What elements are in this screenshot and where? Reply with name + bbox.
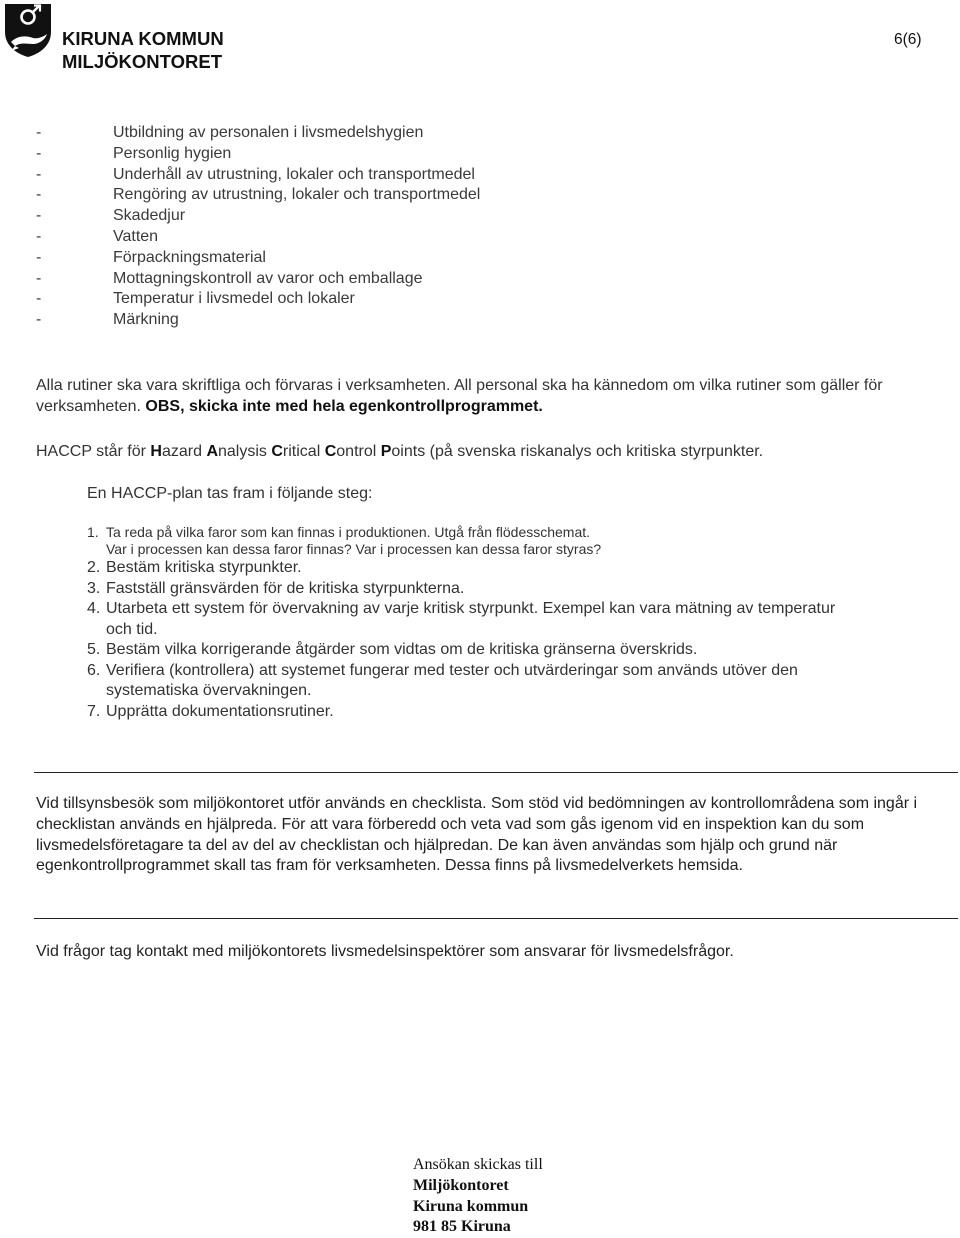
contact-paragraph: Vid frågor tag kontakt med miljökontorets livsmedelsinspektörer som ansvarar för livsmedelsfrågor.: [36, 943, 734, 960]
haccp-word-rest: nalysis: [218, 443, 272, 460]
list-dash: -: [36, 227, 42, 245]
list-item-label: Personlig hygien: [113, 144, 232, 162]
list-item: [36, 289, 480, 310]
list-item: [36, 269, 480, 290]
address-postal: 981 85 Kiruna: [413, 1218, 511, 1236]
organization-name: [62, 27, 224, 73]
step-6: [87, 661, 937, 682]
haccp-word-rest: ritical: [282, 443, 325, 460]
step-1: [87, 524, 937, 541]
haccp-initial: H: [150, 443, 162, 460]
routines-notice: OBS, skicka inte med hela egenkontrollprogrammet.: [145, 397, 543, 415]
list-dash: -: [36, 186, 42, 204]
haccp-initial: C: [324, 443, 337, 460]
routines-paragraph: [36, 376, 936, 417]
routines-text: Alla rutiner ska vara skriftliga och förvaras i verksamheten. All personal ska ha kännedom om vilka rutiner som gäller för verksamheten.: [36, 377, 883, 415]
list-dash: -: [36, 144, 42, 162]
haccp-word-rest: azard: [161, 443, 207, 460]
step-3: [87, 579, 937, 600]
list-dash: -: [36, 207, 42, 225]
address-municipality: Kiruna kommun: [413, 1197, 529, 1215]
step-text: Fastställ gränsvärden för de kritiska styrpunkterna.: [106, 579, 465, 597]
haccp-word-rest: ontrol: [336, 443, 381, 460]
haccp-steps-title: En HACCP-plan tas fram i följande steg:: [87, 485, 373, 502]
step-6-continuation: systematiska övervakningen.: [106, 682, 312, 699]
step-4-continuation: och tid.: [106, 620, 158, 638]
haccp-suffix: (på svenska riskanalys och kritiska styrpunkter.: [425, 443, 764, 460]
address-office: Miljökontoret: [413, 1176, 509, 1194]
step-5: [87, 640, 937, 661]
step-text: Verifiera (kontrollera) att systemet fungerar med tester och utvärderingar som används utöver den: [106, 661, 798, 679]
haccp-initial: A: [206, 443, 218, 460]
list-item-label: Temperatur i livsmedel och lokaler: [113, 290, 355, 308]
step-4: [87, 599, 937, 620]
page-number: 6(6): [894, 31, 922, 48]
step-2: [87, 558, 937, 579]
org-line-2: MILJÖKONTORET: [62, 51, 222, 72]
section-divider: [34, 918, 958, 919]
haccp-prefix: HACCP står för: [36, 443, 151, 460]
list-item-label: Underhåll av utrustning, lokaler och transportmedel: [113, 165, 475, 183]
list-dash: -: [36, 311, 42, 329]
inspection-paragraph: Vid tillsynsbesök som miljökontoret utför används en checklista. Som stöd vid bedömningen av kontrollområdena som ingår i checklistan används en hjälpreda. För att vara förberedd och veta vad som gås igenom vid en inspektion kan du som livsmedelsföretagare ta del av del av checklistan och hjälpredan. De kan även användas som hjälp och grund när egenkontrollprogrammet skall tas fram för verksamheten. Dessa finns på livsmedelverkets hemsida.: [36, 795, 918, 875]
address-intro: Ansökan skickas till: [413, 1156, 543, 1173]
step-text: Ta reda på vilka faror som kan finnas i produktionen. Utgå från flödesschemat.: [106, 524, 591, 540]
coat-of-arms-icon: [3, 2, 53, 58]
list-item: [36, 227, 480, 248]
list-item-label: Vatten: [113, 227, 159, 245]
step-number: 2.: [87, 559, 101, 576]
step-text: Bestäm kritiska styrpunkter.: [106, 559, 302, 576]
list-item: [36, 310, 480, 331]
list-item-label: Förpackningsmaterial: [113, 248, 266, 266]
list-item-label: Utbildning av personalen i livsmedelshygien: [113, 124, 424, 141]
mailing-address: [413, 1155, 543, 1238]
list-item-label: Mottagningskontroll av varor och emballage: [113, 269, 423, 287]
list-item-label: Rengöring av utrustning, lokaler och transportmedel: [113, 186, 481, 204]
list-dash: -: [36, 290, 42, 308]
haccp-initial: P: [380, 443, 392, 460]
step-number: 3.: [87, 579, 101, 597]
step-number: 1.: [87, 524, 99, 540]
haccp-steps: [87, 524, 937, 722]
list-item-label: Märkning: [113, 311, 179, 329]
step-text: Upprätta dokumentationsrutiner.: [106, 702, 334, 720]
step-text: Utarbeta ett system för övervakning av varje kritisk styrpunkt. Exempel kan vara mätning av temperatur: [106, 600, 836, 617]
list-item: [36, 248, 480, 269]
step-number: 5.: [87, 641, 101, 658]
haccp-word-rest: oints: [391, 443, 426, 460]
list-item: [36, 123, 480, 144]
list-dash: -: [36, 269, 42, 287]
list-dash: -: [36, 124, 42, 141]
step-number: 4.: [87, 600, 101, 617]
step-number: 7.: [87, 702, 101, 720]
step-number: 6.: [87, 661, 101, 679]
list-item: [36, 165, 480, 186]
haccp-definition: [36, 442, 763, 462]
list-dash: -: [36, 248, 42, 266]
haccp-initial: C: [271, 443, 283, 460]
list-item: [36, 185, 480, 206]
routine-list: [36, 123, 480, 331]
list-item: [36, 144, 480, 165]
step-text: Bestäm vilka korrigerande åtgärder som vidtas om de kritiska gränserna överskrids.: [106, 641, 698, 658]
org-line-1: KIRUNA KOMMUN: [62, 28, 224, 49]
section-divider: [34, 772, 958, 773]
list-item-label: Skadedjur: [113, 207, 186, 225]
list-dash: -: [36, 165, 42, 183]
step-7: [87, 702, 937, 723]
list-item: [36, 206, 480, 227]
step-1-continuation: Var i processen kan dessa faror finnas? Var i processen kan dessa faror styras?: [106, 541, 602, 557]
